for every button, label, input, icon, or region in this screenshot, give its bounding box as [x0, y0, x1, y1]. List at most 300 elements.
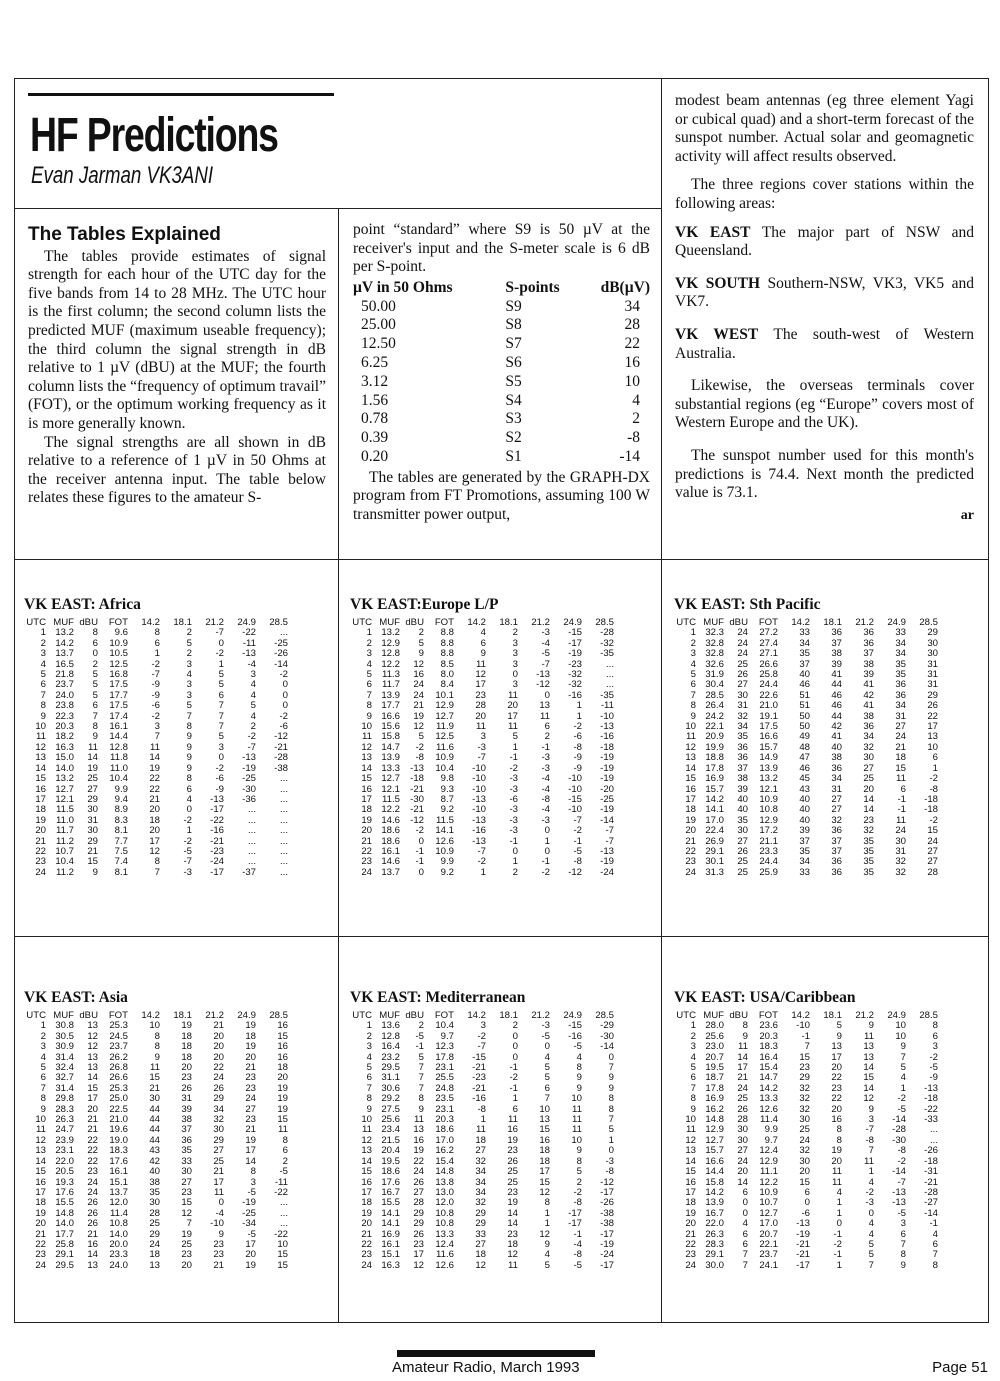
table-cell: 38	[863, 710, 874, 722]
table-cell: 15.1	[381, 1249, 400, 1261]
table-cell: 15	[277, 1249, 288, 1261]
table-cell: 10.4	[55, 856, 74, 868]
table-cell: 16.6	[381, 710, 400, 722]
region-desc: Southern-NSW, VK3, VK5 and VK7.	[675, 274, 974, 311]
table-cell: 11.8	[110, 752, 128, 764]
table-cell: 32	[475, 1197, 486, 1209]
table-cell: -7	[183, 856, 192, 868]
table-cell: -28	[274, 752, 288, 764]
table-cell: 8.5	[440, 658, 454, 670]
table-cell: 15	[277, 1259, 288, 1271]
region-name: VK WEST	[675, 325, 759, 343]
table-cell: -17	[568, 637, 582, 649]
table-cell: -7	[865, 1124, 874, 1136]
table-cell: 6	[40, 1072, 46, 1084]
table-cell: 11	[896, 773, 906, 785]
table-cell: 22	[149, 773, 160, 785]
table-row	[674, 868, 938, 878]
table-cell: -19	[600, 1238, 614, 1250]
table-cell: 19	[245, 1041, 256, 1053]
table-cell: -7	[605, 825, 614, 837]
table-cell: 7.7	[114, 835, 128, 847]
table-cell: ...	[280, 825, 288, 837]
table-cell: 25.8	[759, 669, 778, 681]
table-cell: -2	[415, 741, 424, 753]
table-cell: 15.7	[705, 783, 724, 795]
table-cell: 24.7	[55, 1124, 74, 1136]
table-cell: 0	[804, 1197, 810, 1209]
table-cell: 31	[895, 845, 906, 857]
table-cell: 20	[507, 700, 518, 712]
table-cell: 8	[690, 700, 696, 712]
table-cell: 12.6	[435, 1259, 454, 1271]
table-cell: 12.7	[55, 783, 74, 795]
table-cell: 29	[927, 627, 938, 639]
table-cell: 4	[690, 658, 696, 670]
col3-paragraph-4: The sunspot number used for this month's predictions is 74.4. Next month the predicted value is 73.1.	[675, 446, 974, 502]
table-cell: 38	[831, 752, 842, 764]
table-cell: 11	[36, 1124, 46, 1136]
table-cell: 21.5	[381, 1134, 400, 1146]
table-cell: 23.0	[705, 1041, 724, 1053]
table-cell: -6	[215, 773, 224, 785]
table-cell: -8	[573, 1197, 582, 1209]
table-cell: -13	[600, 721, 614, 733]
table-cell: 6	[742, 1186, 748, 1198]
table-cell: 12	[35, 1134, 46, 1146]
table-cell: 1	[608, 1134, 614, 1146]
table-cell: -1	[509, 752, 518, 764]
table-cell: 13.0	[435, 1186, 454, 1198]
table-cell: 19.0	[109, 1134, 128, 1146]
table-cell: 17.5	[109, 700, 128, 712]
sv-row	[353, 354, 650, 373]
table-cell: 25	[507, 1166, 518, 1178]
table-cell: 15.1	[109, 1176, 128, 1188]
table-cell: 14.0	[55, 762, 74, 774]
table-cell: 0	[418, 835, 424, 847]
table-cell: 19	[181, 1228, 192, 1240]
table-cell: 14	[35, 762, 46, 774]
table-cell: -2	[415, 825, 424, 837]
table-cell: 1	[836, 1207, 842, 1219]
table-cell: 16.2	[435, 1145, 454, 1157]
region-desc: The south-west of Western Australia.	[675, 325, 974, 362]
table-cell: 46	[799, 679, 810, 691]
table-cell: 24.4	[759, 679, 778, 691]
table-cell: 35	[799, 845, 810, 857]
table-cell: 29	[927, 689, 938, 701]
table-cell: -13	[600, 845, 614, 857]
table-cell: 25.6	[705, 1030, 724, 1042]
sv-uv-cell: 12.50	[361, 335, 396, 353]
table-cell: -1	[541, 856, 550, 868]
table-cell: 16	[685, 783, 696, 795]
table-cell: 27	[245, 1103, 256, 1115]
table-cell: -8	[573, 1249, 582, 1261]
footer-publication: Amateur Radio, March 1993	[392, 1359, 580, 1376]
table-cell: 17	[927, 721, 938, 733]
table-cell: 13	[539, 700, 550, 712]
table-cell: ...	[248, 856, 256, 868]
table-cell: -13	[924, 1082, 938, 1094]
prediction-table	[24, 618, 288, 878]
table-cell: -14	[924, 1207, 938, 1219]
table-cell: 2	[92, 658, 98, 670]
table-cell: 4	[544, 1249, 550, 1261]
table-cell: -10	[568, 773, 582, 785]
table-cell: 17.6	[109, 1155, 128, 1167]
table-cell: 6	[690, 679, 696, 691]
table-cell: 17.7	[55, 1228, 74, 1240]
table-cell: 0	[742, 1207, 748, 1219]
table-cell: 39	[863, 669, 874, 681]
table-cell: 28	[149, 1207, 160, 1219]
table-cell: 15	[895, 762, 906, 774]
table-cell: 37	[831, 637, 842, 649]
table-cell: 40	[831, 741, 842, 753]
table-cell: 7	[608, 1062, 614, 1074]
table-row	[24, 1219, 288, 1229]
table-cell: -9	[151, 689, 160, 701]
table-cell: 47	[799, 752, 810, 764]
table-cell: 34	[895, 700, 906, 712]
article-col-1	[28, 226, 326, 508]
table-row	[350, 1261, 614, 1271]
table-cell: 50	[799, 710, 810, 722]
table-cell: 12.1	[381, 783, 400, 795]
table-cell: 23	[213, 1249, 224, 1261]
table-cell: 21.0	[759, 700, 778, 712]
table-cell: -5	[247, 1186, 256, 1198]
table-cell: 30.6	[381, 1082, 400, 1094]
table-cell: ...	[280, 783, 288, 795]
table-cell: 9	[40, 710, 46, 722]
table-cell: -5	[573, 1041, 582, 1053]
table-cell: -17	[568, 1218, 582, 1230]
table-cell: ...	[930, 1124, 938, 1136]
table-cell: 0	[742, 1197, 748, 1209]
table-cell: 5	[418, 1051, 424, 1063]
sv-spoint-cell: S4	[505, 391, 522, 409]
table-cell: 24	[737, 627, 748, 639]
table-cell: 10.4	[109, 773, 128, 785]
table-cell: 11	[150, 1062, 160, 1074]
table-cell: 25.3	[109, 1082, 128, 1094]
table-cell: 9	[690, 1103, 696, 1115]
table-panel-africa	[24, 596, 332, 878]
table-cell: 6	[932, 752, 938, 764]
region-name: VK SOUTH	[675, 274, 761, 292]
table-cell: 16	[685, 1176, 696, 1188]
table-cell: 12.9	[381, 637, 400, 649]
table-cell: 15	[685, 773, 696, 785]
column-header: 24.9	[887, 617, 906, 628]
table-cell: 21	[737, 1072, 748, 1084]
end-mark: ar	[960, 507, 974, 523]
table-cell: 1	[366, 627, 372, 639]
table-cell: 34	[863, 731, 874, 743]
table-cell: 15	[863, 1072, 874, 1084]
table-cell: 3	[512, 637, 518, 649]
table-cell: 18	[539, 1155, 550, 1167]
table-cell: 9	[40, 1103, 46, 1115]
sv-db-cell: 28	[624, 316, 640, 334]
table-cell: 20.3	[55, 721, 74, 733]
table-cell: -22	[242, 627, 256, 639]
table-cell: -1	[833, 1249, 842, 1261]
table-cell: -1	[897, 804, 906, 816]
column-header: FOT	[434, 617, 454, 628]
footer-page-number: Page 51	[932, 1359, 988, 1376]
table-cell: 13.9	[705, 1197, 724, 1209]
table-cell: 2	[366, 1030, 372, 1042]
table-cell: -13	[472, 814, 486, 826]
table-cell: ...	[280, 835, 288, 847]
column-header: 21.2	[531, 617, 550, 628]
table-cell: -2	[573, 721, 582, 733]
table-cell: 3	[186, 689, 192, 701]
table-cell: -1	[509, 835, 518, 847]
table-cell: 11.0	[56, 814, 74, 826]
table-cell: 11	[508, 1259, 518, 1271]
column-header: UTC	[26, 1010, 46, 1021]
prediction-table	[24, 1011, 288, 1271]
table-cell: 18	[361, 804, 372, 816]
table-cell: 24	[737, 1082, 748, 1094]
table-cell: 34	[475, 1176, 486, 1188]
table-cell: 7	[92, 710, 98, 722]
table-cell: -10	[600, 710, 614, 722]
table-cell: 28	[927, 866, 938, 878]
table-cell: 19	[277, 1103, 288, 1115]
table-cell: 31	[927, 679, 938, 691]
table-cell: 0	[544, 825, 550, 837]
table-cell: 11.9	[436, 721, 454, 733]
table-cell: 8	[40, 1093, 46, 1105]
table-row	[24, 1261, 288, 1271]
table-cell: 38	[831, 648, 842, 660]
table-cell: 23.7	[55, 679, 74, 691]
table-cell: 26.3	[55, 1114, 74, 1126]
table-cell: 5	[186, 700, 192, 712]
table-cell: 12.5	[109, 658, 128, 670]
column-header: 14.2	[791, 1010, 810, 1021]
table-cell: -13	[242, 648, 256, 660]
table-cell: 27.4	[759, 637, 778, 649]
table-cell: -1	[801, 1030, 810, 1042]
table-cell: 8	[932, 1259, 938, 1271]
table-cell: 13	[539, 1114, 550, 1126]
table-cell: -26	[924, 1145, 938, 1157]
column-header: dBU	[79, 617, 98, 628]
table-cell: 22.0	[55, 1155, 74, 1167]
table-cell: 7	[366, 689, 372, 701]
table-cell: 11	[572, 1114, 582, 1126]
table-cell: 7	[544, 1093, 550, 1105]
table-cell: 8.7	[440, 793, 454, 805]
table-cell: 16	[277, 1020, 288, 1032]
table-cell: 19	[245, 1020, 256, 1032]
table-cell: 20	[213, 1030, 224, 1042]
table-cell: 0	[544, 1041, 550, 1053]
table-cell: 23	[507, 1186, 518, 1198]
table-cell: 29	[87, 793, 98, 805]
table-cell: 6	[742, 1228, 748, 1240]
table-cell: 31	[87, 814, 98, 826]
table-cell: 17.8	[435, 1051, 454, 1063]
column-header: 18.1	[823, 1010, 842, 1021]
table-cell: 24.5	[109, 1030, 128, 1042]
table-cell: 1	[512, 856, 518, 868]
column-header: FOT	[758, 617, 778, 628]
table-cell: 27	[737, 835, 748, 847]
sv-db-cell: 2	[632, 410, 640, 428]
table-cell: 29	[799, 1072, 810, 1084]
table-cell: -16	[600, 731, 614, 743]
table-cell: 32	[799, 1103, 810, 1115]
table-cell: -11	[274, 1176, 288, 1188]
table-cell: 10.1	[435, 689, 454, 701]
sv-spoint-cell: S8	[505, 316, 522, 334]
table-cell: 12	[539, 1186, 550, 1198]
sv-spoint-cell: S5	[505, 372, 522, 390]
table-cell: -4	[541, 783, 550, 795]
table-cell: 11	[686, 731, 696, 743]
table-cell: 29.8	[55, 1093, 74, 1105]
table-cell: 14.6	[381, 814, 400, 826]
table-cell: 11	[738, 1041, 748, 1053]
table-cell: ...	[280, 1207, 288, 1219]
table-cell: 20	[35, 825, 46, 837]
table-cell: 32	[799, 1082, 810, 1094]
table-panel-usa-caribbean	[674, 989, 982, 1271]
table-cell: 5	[690, 1062, 696, 1074]
table-cell: ...	[280, 627, 288, 639]
table-cell: -2	[151, 710, 160, 722]
table-cell: -18	[924, 1155, 938, 1167]
table-cell: 4	[250, 679, 256, 691]
table-cell: 12.9	[435, 700, 454, 712]
table-cell: 11	[214, 1186, 224, 1198]
table-cell: -2	[509, 1072, 518, 1084]
sv-spoint-cell: S7	[505, 335, 522, 353]
table-cell: -18	[924, 793, 938, 805]
table-cell: -21	[210, 835, 224, 847]
table-cell: 20.9	[705, 731, 724, 743]
table-cell: 8	[154, 1030, 160, 1042]
sv-uv-cell: 3.12	[361, 372, 389, 390]
table-cell: -3	[865, 1197, 874, 1209]
table-cell: 3	[154, 721, 160, 733]
table-cell: 11.6	[436, 741, 454, 753]
table-cell: 8.1	[114, 825, 128, 837]
table-cell: 11	[508, 721, 518, 733]
table-cell: 19	[87, 762, 98, 774]
table-cell: 9.6	[114, 627, 128, 639]
table-cell: ...	[280, 866, 288, 878]
table-cell: -14	[892, 1166, 906, 1178]
table-cell: 14.4	[705, 1166, 724, 1178]
table-cell: -17	[600, 1259, 614, 1271]
table-cell: 12.9	[705, 1124, 724, 1136]
table-cell: 15.8	[381, 731, 400, 743]
table-cell: 14	[863, 1082, 874, 1094]
table-cell: 3	[512, 658, 518, 670]
table-cell: 34	[475, 1186, 486, 1198]
table-cell: 22	[927, 710, 938, 722]
table-cell: 22	[149, 783, 160, 795]
table-cell: 17	[831, 1051, 842, 1063]
table-cell: 26	[507, 1155, 518, 1167]
table-cell: -13	[472, 835, 486, 847]
table-cell: -2	[929, 814, 938, 826]
table-cell: -2	[151, 658, 160, 670]
table-cell: -28	[924, 1186, 938, 1198]
table-cell: 9	[576, 1072, 582, 1084]
row-values	[674, 774, 938, 784]
table-cell: -10	[210, 1218, 224, 1230]
column-header: 18.1	[499, 617, 518, 628]
title-rule	[28, 93, 334, 96]
table-cell: -8	[865, 1134, 874, 1146]
table-cell: -21	[410, 804, 424, 816]
table-cell: 11.5	[56, 804, 74, 816]
table-cell: 20.4	[381, 1145, 400, 1157]
table-cell: 32.6	[705, 658, 724, 670]
table-cell: 9.7	[440, 1030, 454, 1042]
table-cell: 30.9	[55, 1041, 74, 1053]
table-cell: 16.9	[705, 1093, 724, 1105]
sv-uv-cell: 1.56	[361, 391, 389, 409]
table-cell: 7.5	[114, 845, 128, 857]
table-cell: 2	[690, 1030, 696, 1042]
table-cell: -13	[410, 762, 424, 774]
table-cell: 33	[799, 627, 810, 639]
column-header: dBU	[729, 1010, 748, 1021]
table-cell: 1	[544, 1218, 550, 1230]
table-cell: -12	[568, 866, 582, 878]
table-cell: 14.1	[381, 1218, 400, 1230]
table-cell: 36	[831, 866, 842, 878]
table-cell: 11.3	[382, 669, 400, 681]
table-cell: -24	[600, 866, 614, 878]
table-cell: 9	[544, 1238, 550, 1250]
table-cell: -8	[605, 1166, 614, 1178]
col1-paragraph-2: The signal strengths are all shown in dB relative to a reference of 1 µV in 50 Ohms at the receiver antenna input. The table below relates these figures to the amateur S-	[28, 433, 326, 507]
table-cell: 27	[831, 793, 842, 805]
table-cell: 7	[40, 1082, 46, 1094]
column-header: 21.2	[205, 617, 224, 628]
row-values	[350, 868, 614, 878]
table-cell: -2	[509, 762, 518, 774]
table-cell: 19.3	[55, 1176, 74, 1188]
table-cell: 43	[799, 783, 810, 795]
table-cell: 15.0	[55, 752, 74, 764]
table-cell: -3	[509, 804, 518, 816]
table-cell: -6	[573, 731, 582, 743]
table-cell: -3	[541, 814, 550, 826]
table-cell: 10	[277, 1238, 288, 1250]
table-cell: 33	[181, 1155, 192, 1167]
table-cell: -4	[247, 658, 256, 670]
table-cell: 22	[87, 1145, 98, 1157]
table-cell: 9	[186, 741, 192, 753]
table-cell: 18	[35, 804, 46, 816]
table-cell: 29	[475, 1218, 486, 1230]
table-cell: 51	[799, 689, 810, 701]
table-cell: 23	[245, 1072, 256, 1084]
